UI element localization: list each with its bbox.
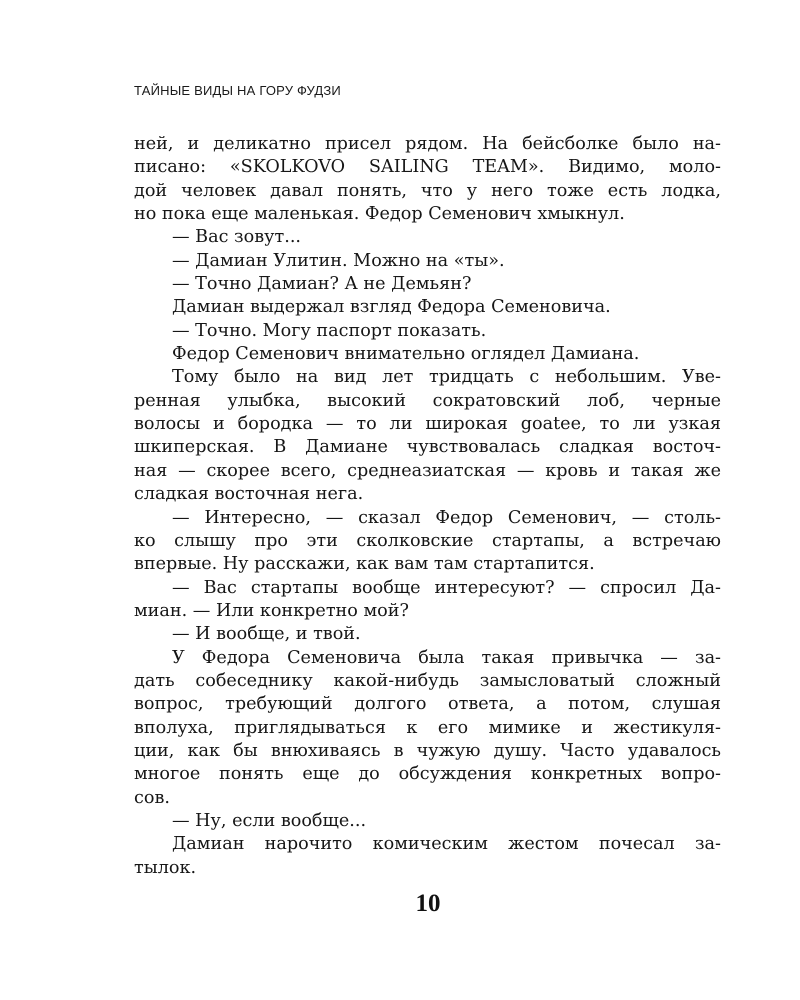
text-line: миан. — Или конкретно мой? (134, 600, 409, 621)
text-line: писано: «SKOLKOVO SAILING TEAM». Видимо, моло- (134, 157, 721, 178)
text-line: Тому было на вид лет тридцать с небольшим. Уве- (172, 367, 721, 388)
text-line: дать собеседнику какой-нибудь замысловатый сложный (134, 670, 721, 691)
text-line: — И вообще, и твой. (172, 624, 361, 645)
text-line: вопрос, требующий долгого ответа, а потом, слушая (134, 694, 721, 715)
text-line: впервые. Ну расскажи, как вам там стартапится. (134, 554, 595, 575)
text-line: У Федора Семеновича была такая привычка — за- (172, 647, 721, 668)
text-line: ренная улыбка, высокий сократовский лоб, черные (134, 390, 721, 411)
text-line: Дамиан выдержал взгляд Федора Семеновича. (172, 297, 611, 318)
text-line: но пока еще маленькая. Федор Семенович хмыкнул. (134, 204, 625, 225)
text-line: — Интересно, — сказал Федор Семенович, — столь- (172, 507, 721, 528)
text-line: сладкая восточная нега. (134, 484, 364, 505)
text-line: тылок. (134, 857, 197, 878)
text-line: Дамиан нарочито комическим жестом почесал за- (172, 834, 721, 855)
text-line: — Ну, если вообще... (172, 810, 367, 831)
text-line: — Точно. Могу паспорт показать. (172, 320, 487, 341)
page-number: 10 (415, 890, 441, 917)
text-line: дой человек давал понять, что у него тоже есть лодка, (134, 180, 721, 201)
text-line: — Вас зовут... (172, 227, 302, 248)
text-line: вполуха, приглядываться к его мимике и жестикуля- (134, 717, 721, 738)
body-text (134, 133, 721, 880)
text-line: — Точно Дамиан? А не Демьян? (172, 274, 472, 295)
running-head: ТАЙНЫЕ ВИДЫ НА ГОРУ ФУДЗИ (134, 83, 341, 98)
text-line: волосы и бородка — то ли широкая goatee, то ли узкая (134, 414, 721, 435)
text-line: ции, как бы внюхиваясь в чужую душу. Часто удавалось (134, 740, 721, 761)
text-line: — Дамиан Улитин. Можно на «ты». (172, 250, 505, 271)
text-line: ней, и деликатно присел рядом. На бейсболке было на- (134, 134, 721, 154)
text-line: Федор Семенович внимательно оглядел Дамиана. (172, 344, 640, 365)
text-line: многое понять еще до обсуждения конкретных вопро- (134, 764, 721, 785)
text-line: ко слышу про эти сколковские стартапы, а встречаю (134, 530, 721, 551)
text-line: сов. (134, 787, 170, 808)
text-line: — Вас стартапы вообще интересуют? — спросил Да- (172, 577, 721, 598)
text-line: шкиперская. В Дамиане чувствовалась сладкая восточ- (134, 437, 721, 458)
text-line: ная — скорее всего, среднеазиатская — кровь и такая же (134, 460, 721, 481)
